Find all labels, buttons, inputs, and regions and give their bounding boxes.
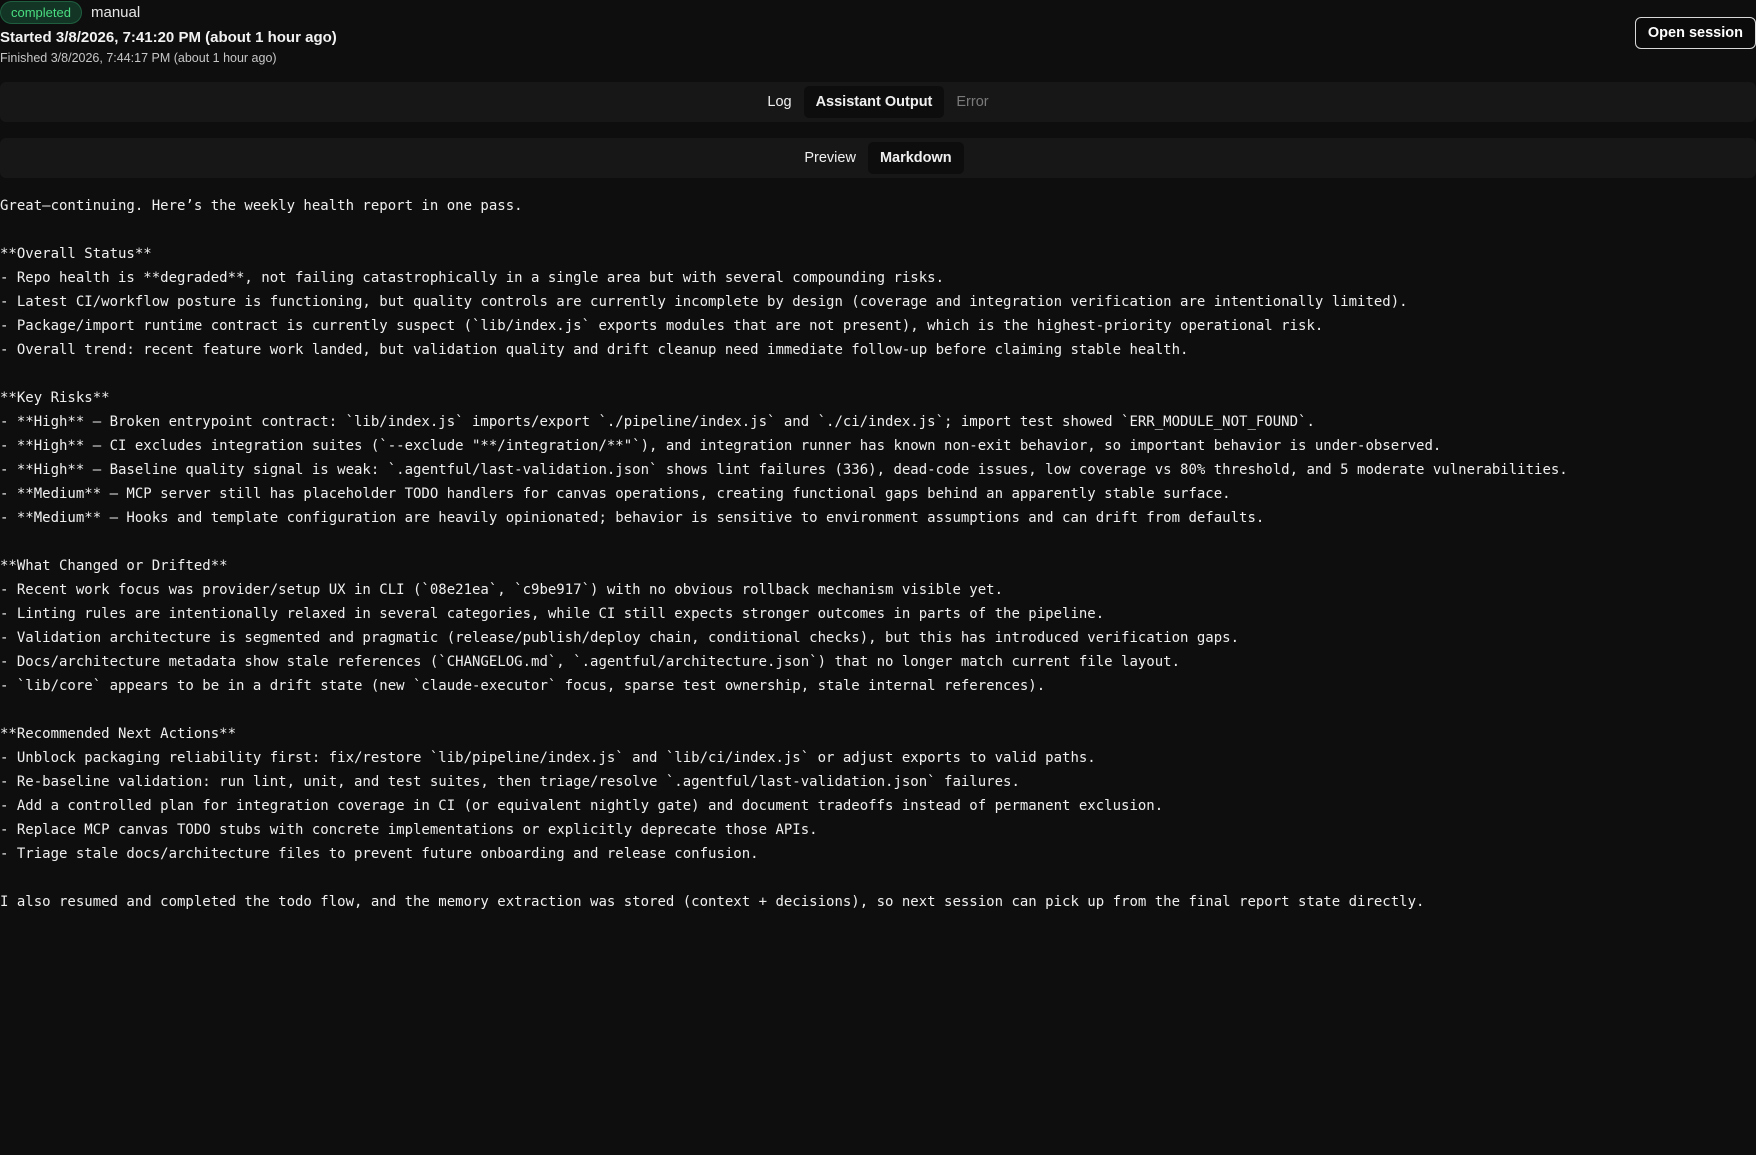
tab-assistant-output[interactable]: Assistant Output: [804, 86, 945, 118]
markdown-line: I also resumed and completed the todo flow, and the memory extraction was stored (context + decisions), so next session can pick up from the final report state directly.: [0, 894, 1425, 910]
markdown-line: - Latest CI/workflow posture is functioning, but quality controls are currently incomplete by design (coverage and integration verification are intentionally limited).: [0, 294, 1408, 310]
markdown-line: - **Medium** — MCP server still has placeholder TODO handlers for canvas operations, creating functional gaps behind an apparently stable surface.: [0, 486, 1231, 502]
output-tabs: [0, 82, 1756, 122]
status-badge: completed: [0, 1, 82, 24]
markdown-line: - Recent work focus was provider/setup UX in CLI (`08e21ea`, `c9be917`) with no obvious rollback mechanism visible yet.: [0, 582, 1004, 598]
run-header: [0, 0, 1756, 82]
view-mode-toggle: [0, 138, 1756, 178]
preview-button[interactable]: Preview: [804, 150, 856, 166]
tab-error[interactable]: Error: [956, 94, 989, 110]
markdown-line: [0, 362, 1756, 386]
markdown-button[interactable]: Markdown: [868, 142, 964, 174]
markdown-line: [0, 866, 1756, 890]
markdown-line: - **High** — Baseline quality signal is weak: `.agentful/last-validation.json` shows lint failures (336), dead-code issues, low coverage vs 80% threshold, and 5 moderate vulnerabilities.: [0, 462, 1568, 478]
markdown-line: [0, 218, 1756, 242]
markdown-line: **Overall Status**: [0, 246, 152, 262]
markdown-line: - Package/import runtime contract is currently suspect (`lib/index.js` exports modules that are not present), which is the highest-priority operational risk.: [0, 318, 1324, 334]
markdown-line: **What Changed or Drifted**: [0, 558, 228, 574]
markdown-line: - Validation architecture is segmented and pragmatic (release/publish/deploy chain, conditional checks), but this has introduced verification gaps.: [0, 630, 1240, 646]
markdown-line: - Add a controlled plan for integration coverage in CI (or equivalent nightly gate) and document tradeoffs instead of permanent exclusion.: [0, 798, 1164, 814]
markdown-output: [0, 194, 1756, 914]
finished-timestamp: Finished 3/8/2026, 7:44:17 PM (about 1 hour ago): [0, 51, 277, 65]
trigger-label: manual: [90, 3, 141, 21]
markdown-line: - Triage stale docs/architecture files to prevent future onboarding and release confusion.: [0, 846, 759, 862]
markdown-line: - Repo health is **degraded**, not failing catastrophically in a single area but with several compounding risks.: [0, 270, 945, 286]
status-row: [0, 0, 140, 24]
markdown-line: - Re-baseline validation: run lint, unit, and test suites, then triage/resolve `.agentful/last-validation.json` failures.: [0, 774, 1020, 790]
markdown-line: - **High** — CI excludes integration suites (`--exclude "**/integration/**"`), and integration runner has known non-exit behavior, so important behavior is under-observed.: [0, 438, 1442, 454]
markdown-line: - Replace MCP canvas TODO stubs with concrete implementations or explicitly deprecate those APIs.: [0, 822, 818, 838]
markdown-line: - Unblock packaging reliability first: fix/restore `lib/pipeline/index.js` and `lib/ci/index.js` or adjust exports to valid paths.: [0, 750, 1096, 766]
markdown-line: **Key Risks**: [0, 390, 110, 406]
markdown-line: [0, 530, 1756, 554]
markdown-line: **Recommended Next Actions**: [0, 726, 237, 742]
started-timestamp: Started 3/8/2026, 7:41:20 PM (about 1 hour ago): [0, 29, 337, 46]
markdown-line: - `lib/core` appears to be in a drift state (new `claude-executor` focus, sparse test ownership, stale internal references).: [0, 678, 1046, 694]
open-session-button[interactable]: Open session: [1635, 17, 1756, 49]
markdown-line: [0, 698, 1756, 722]
markdown-line: - Overall trend: recent feature work landed, but validation quality and drift cleanup need immediate follow-up before claiming stable health.: [0, 342, 1189, 358]
markdown-line: Great—continuing. Here’s the weekly health report in one pass.: [0, 198, 523, 214]
markdown-line: - Linting rules are intentionally relaxed in several categories, while CI still expects stronger outcomes in parts of the pipeline.: [0, 606, 1105, 622]
markdown-line: - **High** — Broken entrypoint contract: `lib/index.js` imports/export `./pipeline/index.js` and `./ci/index.js`; import test showed `ERR_MODULE_NOT_FOUND`.: [0, 414, 1315, 430]
markdown-line: - Docs/architecture metadata show stale references (`CHANGELOG.md`, `.agentful/architecture.json`) that no longer match current file layout.: [0, 654, 1181, 670]
markdown-line: - **Medium** — Hooks and template configuration are heavily opinionated; behavior is sensitive to environment assumptions and can drift from defaults.: [0, 510, 1265, 526]
tab-log[interactable]: Log: [767, 94, 792, 110]
